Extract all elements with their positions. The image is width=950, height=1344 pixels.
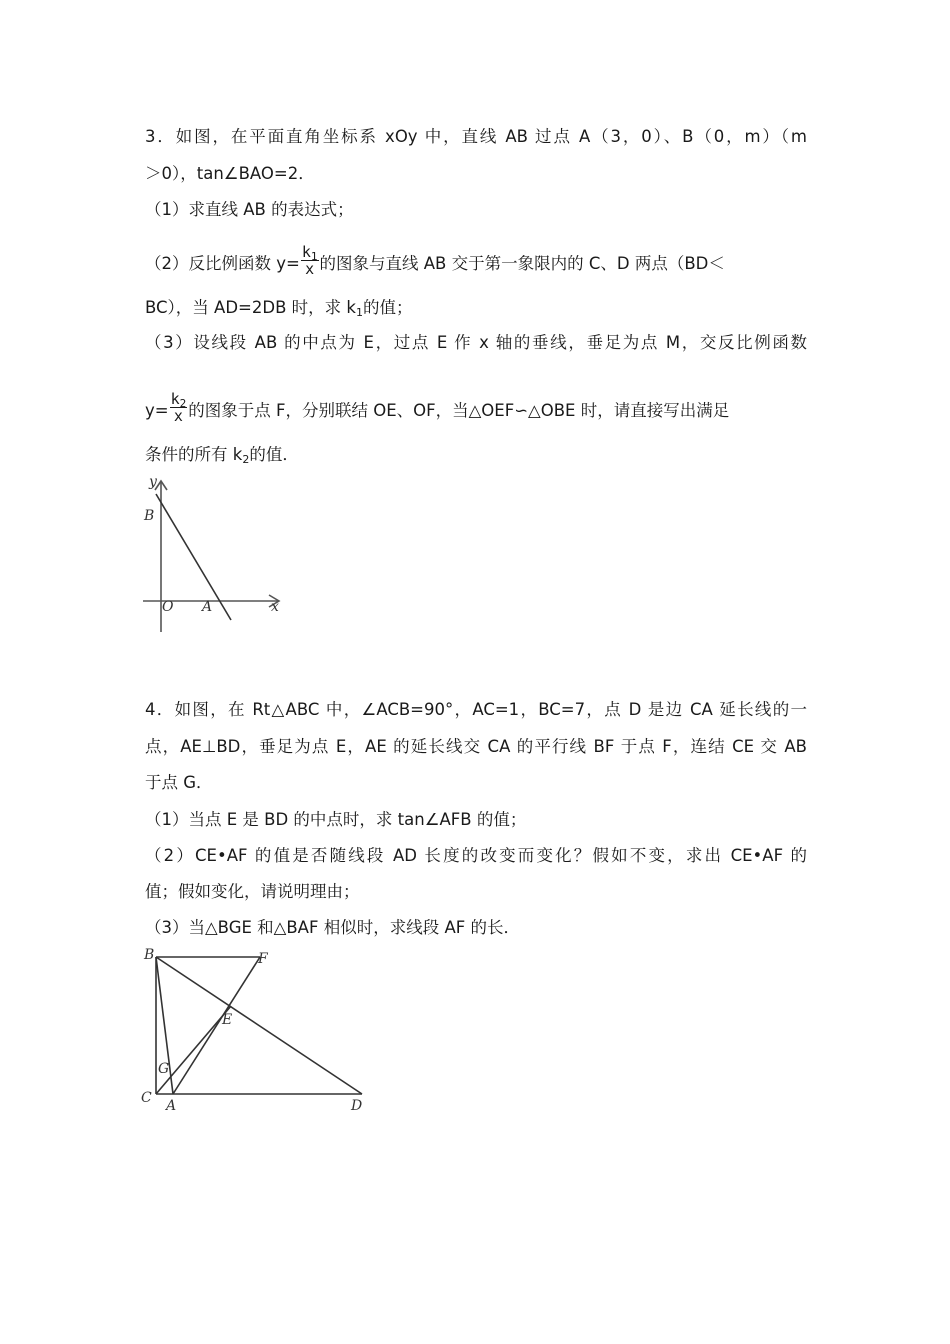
q4-part-1: （1）当点 E 是 BD 的中点时，求 tan∠AFB 的值； xyxy=(145,810,527,829)
label-y: y xyxy=(149,474,157,490)
q4-line-2: 点，AE⊥BD，垂足为点 E，AE 的延长线交 CA 的平行线 BF 于点 F，连结 CE 交 AB xyxy=(145,737,807,756)
q4-line-3: 于点 G． xyxy=(145,773,213,792)
label-c: C xyxy=(141,1090,152,1106)
label-b: B xyxy=(144,508,155,524)
label-o: O xyxy=(162,599,174,615)
label-g: G xyxy=(158,1061,170,1077)
q3-figure xyxy=(138,472,298,637)
q4-figure xyxy=(136,942,376,1117)
q3-part-1: （1）求直线 AB 的表达式； xyxy=(145,200,354,219)
fraction-k1-over-x: $\frac{k_1}{x}$ xyxy=(301,243,318,278)
label-f: F xyxy=(258,951,268,967)
label-x: x xyxy=(271,599,279,615)
q4-part-3: （3）当△BGE 和△BAF 相似时，求线段 AF 的长． xyxy=(145,918,520,937)
label-e: E xyxy=(222,1012,233,1028)
q3-part-2-line-2: BC），当 AD=2DB 时，求 $k_1$的值； xyxy=(145,298,413,319)
q3-part-3-line-2: y= $\frac{k_2}{x}$ 的图象于点 F，分别联结 OE、OF，当△OEF∽△OBE 时，请直接写出满足 xyxy=(145,390,730,425)
q3-part-2-line-1 xyxy=(145,243,725,281)
q3-line-1: 3．如图，在平面直角坐标系 xOy 中，直线 AB 过点 A（3，0）、B（0，m）（m xyxy=(145,127,807,146)
q3-line-2: ＞0），tan∠BAO=2． xyxy=(145,164,315,183)
q3-part-2-text-b: 的图象与直线 AB 交于第一象限内的 C、D 两点（BD＜ xyxy=(319,254,725,273)
fraction-k2-over-x: $\frac{k_2}{x}$ xyxy=(170,390,187,425)
label-d: D xyxy=(351,1098,363,1114)
q4-part-2-line-1: （2）CE•AF 的值是否随线段 AD 长度的改变而变化？假如不变，求出 CE•AF 的 xyxy=(145,846,807,865)
q3-part-2-text-a: （2）反比例函数 y= xyxy=(145,254,300,273)
q4-part-2-line-2: 值；假如变化，请说明理由； xyxy=(145,882,360,901)
label-b: B xyxy=(144,947,155,963)
label-a: A xyxy=(166,1098,177,1114)
label-a: A xyxy=(202,599,213,615)
q4-line-1: 4．如图，在 Rt△ABC 中，∠ACB=90°，AC=1，BC=7，点 D 是边 CA 延长线的一 xyxy=(145,700,807,719)
q3-part-3-line-3: 条件的所有 $k_2$的值． xyxy=(145,445,299,466)
q3-part-3-line-1: （3）设线段 AB 的中点为 E，过点 E 作 x 轴的垂线，垂足为点 M，交反比例函数 xyxy=(145,333,807,352)
